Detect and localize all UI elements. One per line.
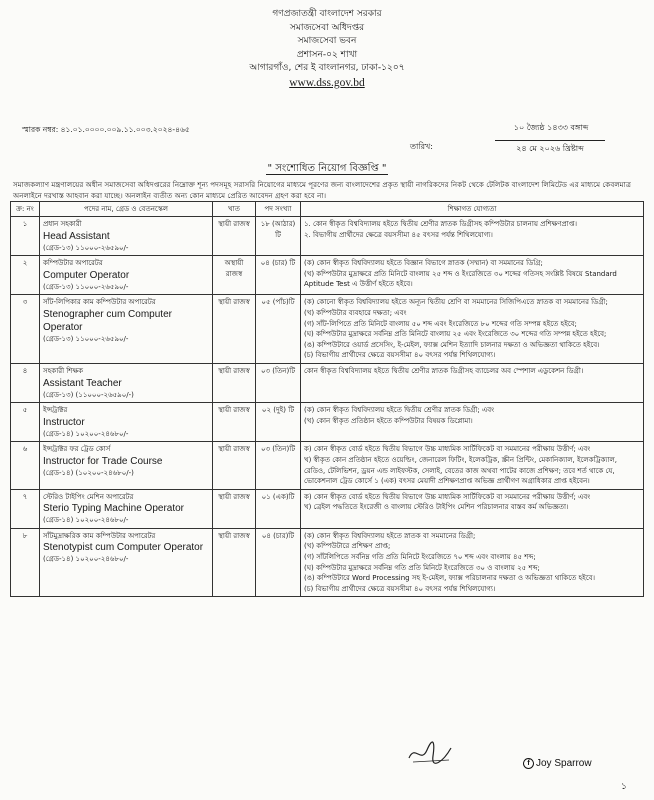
qualification-item: (ঙ) কম্পিউটারে ওয়ার্ড প্রসেসিং, ই-মেইল, ফ্যাক্স মেশিন ইত্যাদি চালনার দক্ষতা ও অভিজ্ঞতা থাকিতে হইবে।: [304, 340, 600, 349]
qualification-item: (খ) কম্পিউটার মুদ্রাক্ষরে প্রতি মিনিটে বাংলায় ২৫ শব্দ ও ইংরেজিতে ৩০ শব্দের গতিসহ সংশ্লিষ্ট বিষয়ে Standard Aptitude Test এ উত্তীর্ণ হইতে হইবে।: [304, 269, 617, 289]
row-post-name: [40, 403, 213, 442]
table-row: [11, 489, 644, 528]
table-row: [11, 295, 644, 364]
row-post-name: [40, 256, 213, 295]
row-type: স্থায়ী রাজস্ব: [213, 217, 256, 256]
intro-paragraph: সমাজকল্যাণ মন্ত্রণালয়ের অধীন সমাজসেবা অধিদপ্তরের নিম্নোক্ত শূন্য পদসমূহ সরাসরি নিয়োগের মাধ্যমে পূরণের জন্য বাংলাদেশের প্রকৃত স্থায়ী নাগরিকদের নিকট থেকে টেলিটক বাংলাদেশ লিমিটেড এর মাধ্যমে কেবলমাত্র অনলাইনে দরখাস্ত আহবান করা যাচ্ছে। অনলাইন ব্যতীত অন্য কোন মাধ্যমে প্রেরিত আবেদন গ্রহণ করা হবে না।: [13, 180, 632, 200]
post-grade: (গ্রেড-১৩) ১১০০০-২৬৫৯০/-: [43, 282, 129, 291]
row-post-name: [40, 363, 213, 402]
address: আগারগাঁও, শের ই বাংলানগর, ঢাকা-১২০৭: [249, 63, 405, 73]
row-sl: ৫: [11, 403, 40, 442]
row-type: স্থায়ী রাজস্ব: [213, 403, 256, 442]
post-grade: (গ্রেড-১৪) (১০২০০-২৪৬৮০/-): [43, 468, 134, 477]
row-qualification: [301, 217, 644, 256]
qualification-item: (গ) সাঁটলিপিতে সর্বনিম্ন গতি প্রতি মিনিটে ইংরেজিতে ৭০ শব্দ এবং বাংলায় ৪৫ শব্দ;: [304, 553, 536, 562]
qualification-item: (ক) কোনো স্বীকৃত বিশ্ববিদ্যালয় হইতে অন্যূন দ্বিতীয় শ্রেণি বা সমমানের সিজিপিএতে স্নাতক বা সমমানের ডিগ্রী;: [304, 298, 608, 307]
row-post-name: [40, 295, 213, 364]
post-name-english: Stenotypist cum Computer Operator: [43, 542, 204, 554]
credit-text: Joy Sparrow: [536, 758, 592, 770]
post-name-bangla: সহকারী শিক্ষক: [43, 366, 84, 375]
table-row: [11, 256, 644, 295]
header-post-name: পদের নাম, গ্রেড ও বেতনস্কেল: [40, 202, 213, 217]
row-post-count: ০৫ (পাঁচ)টি: [256, 295, 301, 364]
row-type: স্থায়ী রাজস্ব: [213, 489, 256, 528]
post-name-bangla: স্টেরিও টাইপিং মেশিন অপারেটর: [43, 492, 134, 501]
row-sl: ৭: [11, 489, 40, 528]
qualification-item: (চ) বিভাগীয় প্রার্থীদের ক্ষেত্রে বয়সসীমা ৪০ বৎসর পর্যন্ত শিথিলযোগ্য।: [304, 584, 496, 593]
post-name-bangla: ইন্সট্রাক্টর: [43, 406, 68, 415]
row-post-count: ১৮ (আঠার) টি: [256, 217, 301, 256]
row-qualification: [301, 403, 644, 442]
qualification-item: (ক) কোন স্বীকৃত বিশ্ববিদ্যালয় হইতে দ্বিতীয় শ্রেণীর স্নাতক ডিগ্রী; এবং: [304, 406, 495, 415]
row-post-count: ০৪ (চার) টি: [256, 256, 301, 295]
qualification-item: খ) ব্রেইল পদ্ধতিতে ইংরেজী ও বাংলায় স্টেরিও টাইপিং মেশিন পরিচালনার বাস্তব কর্ম অভিজ্ঞতা।: [304, 503, 569, 512]
section-name: প্রশাসন-০২ শাখা: [296, 49, 358, 60]
post-name-english: Stenographer cum Computer Operator: [43, 308, 172, 333]
building-name: সমাজসেবা ভবন: [297, 36, 357, 46]
row-post-count: ০৪ (চার)টি: [256, 528, 301, 597]
notice-title-text: " সংশোধিত নিয়োগ বিজ্ঞপ্তি ": [267, 163, 387, 174]
post-grade: (গ্রেড-১৩) ১১০০০-২৬৫৯০/-: [43, 334, 129, 343]
notice-title: [0, 161, 654, 178]
post-name-english: Computer Operator: [43, 269, 130, 281]
row-sl: ৪: [11, 363, 40, 402]
post-grade: (গ্রেড-১৩) ১১০০০-২৬৫৯০/-: [43, 243, 129, 252]
post-name-bangla: কম্পিউটার অপারেটর: [43, 259, 103, 268]
row-sl: ৬: [11, 442, 40, 489]
row-post-count: ০১ (এক)টি: [256, 489, 301, 528]
table-row: [11, 403, 644, 442]
post-grade: (গ্রেড-১৪) ১০২০০-২৪৬৮০/-: [43, 429, 129, 438]
qualification-item: (চ) বিভাগীয় প্রার্থীদের ক্ষেত্রে বয়সসীমা ৪০ বৎসর পর্যন্ত শিথিলযোগ্য।: [304, 351, 496, 360]
qualification-item: ২. বিভাগীয় প্রার্থীদের ক্ষেত্রে বয়সসীমা ৪৫ বৎসর পর্যন্ত শিথিলযোগ্য।: [304, 230, 493, 239]
signature: [405, 738, 455, 768]
post-name-english: Sterio Typing Machine Operator: [43, 503, 185, 515]
posts-table: [10, 201, 644, 597]
website-link[interactable]: www.dss.gov.bd: [289, 76, 365, 89]
post-name-bangla: সাঁটমুদ্রাক্ষরিক কাম কম্পিউটার অপারেটর: [43, 531, 156, 540]
post-name-bangla: ইন্সট্রাক্টর ফর ট্রেড কোর্স: [43, 445, 111, 454]
qualification-item: (খ) কোন স্বীকৃত প্রতিষ্ঠান হইতে কম্পিউটার বিষয়ক ডিপ্লোমা।: [304, 416, 473, 425]
qualification-item: ক) কোন স্বীকৃত বোর্ড হইতে দ্বিতীয় বিভাগে উচ্চ মাধ্যমিক সার্টিফিকেট বা সমমানের পরীক্ষায় উত্তীর্ণ; এবং: [304, 492, 591, 501]
qualification-item: (ঙ) কম্পিউটারে Word Processing সহ ই-মেইল, ফ্যাক্স পরিচালনার দক্ষতা ও অভিজ্ঞতা থাকিতে হইবে।: [304, 574, 596, 583]
qualification-item: খ) স্বীকৃত কোন প্রতিষ্ঠান হইতে ওয়েল্ডিং, জেনারেল ফিটিং, ইলেকট্রিক, স্ক্রীন প্রিন্টিং, মেকানিক্যাল, ইলেকট্রিক্যাল, রেডিও, টেলিভিশন, ড্রয়ন এন্ড লাইফস্টক, সেলাই, বেতের কাজ অথবা পাটের কাজে প্রশিক্ষণ; তবে শর্ত থাকে যে, ভোকেশনাল ট্রেড কোর্সে ১ (এক) বৎসর মেয়াদী প্রশিক্ষণপ্রাপ্ত অভিজ্ঞ প্রার্থীগণ অগ্রাধিকার প্রাপ্ত হইবেন।: [304, 455, 617, 486]
row-post-name: [40, 528, 213, 597]
qualification-item: (ঘ) কম্পিউটার মুদ্রাক্ষরে সর্বনিম্ন প্রতি মিনিটে বাংলায় ২৫ এবং ইংরেজিতে ৩০ শব্দের গতি সম্পন্ন হইতে হইবে;: [304, 330, 607, 339]
table-row: [11, 442, 644, 489]
department-name: সমাজসেবা অধিদপ্তর: [289, 22, 365, 33]
table-header-row: [11, 202, 644, 217]
row-type: অস্থায়ী রাজস্ব: [213, 256, 256, 295]
qualification-item: ১. কোন স্বীকৃত বিশ্ববিদ্যালয় হইতে দ্বিতীয় শ্রেণীর স্নাতক ডিগ্রীসহ কম্পিউটার চালনায় প্রশিক্ষণপ্রাপ্ত।: [304, 220, 578, 228]
date-bangla: ১০ জ্যৈষ্ঠ ১৪৩৩ বঙ্গাব্দ: [513, 123, 589, 132]
table-row: [11, 217, 644, 256]
qualification-item: (ক) কোন স্বীকৃত বিশ্ববিদ্যালয় হইতে স্নাতক বা সমমানের ডিগ্রী;: [304, 531, 476, 540]
table-row: [11, 528, 644, 597]
table-row: [11, 363, 644, 402]
govt-name: গণপ্রজাতন্ত্রী বাংলাদেশ সরকার: [272, 9, 382, 19]
post-name-english: Instructor for Trade Course: [43, 455, 163, 467]
letterhead: [0, 0, 654, 90]
row-sl: ৮: [11, 528, 40, 597]
row-qualification: [301, 489, 644, 528]
date-english: ২৪ মে ২০২৬ খ্রিষ্টাব্দ: [495, 140, 605, 156]
date-label: তারিখ:: [410, 142, 433, 151]
header-qualification: শিক্ষাগত যোগ্যতা: [301, 202, 644, 217]
post-name-english: Assistant Teacher: [43, 377, 122, 389]
qualification-item: (খ) কম্পিউটারে প্রশিক্ষণ প্রাপ্ত;: [304, 542, 391, 551]
qualification-item: (ঘ) কম্পিউটার মুদ্রাক্ষরে সর্বনিম্ন গতি প্রতি মিনিটে ইংরেজিতে ৩০ ও বাংলায় ২৫ শব্দ;: [304, 563, 540, 572]
row-sl: ৩: [11, 295, 40, 364]
post-grade: (গ্রেড-১৪) ১০২০০-২৪৬৮০/-: [43, 516, 129, 525]
row-post-name: [40, 442, 213, 489]
row-post-name: [40, 489, 213, 528]
row-post-count: ০৩ (তিন)টি: [256, 442, 301, 489]
post-name-english: Head Assistant: [43, 230, 110, 242]
table-body: [11, 217, 644, 597]
page-number: ১: [621, 782, 627, 792]
header-sl: ক্র: নং: [11, 202, 40, 217]
memo-number: স্মারক নম্বর: ৪১.০১.০০০০.০০৯.১১.০০৩.২০২৪-৪৬৫: [22, 125, 190, 134]
credit-label: [523, 758, 592, 769]
row-type: স্থায়ী রাজস্ব: [213, 363, 256, 402]
row-type: স্থায়ী রাজস্ব: [213, 442, 256, 489]
qualification-item: (গ) সাঁট-লিপিতে প্রতি মিনিটে বাংলায় ৫০ শব্দ এবং ইংরেজিতে ৮০ শব্দের গতি সম্পন্ন হইতে হইবে;: [304, 319, 577, 328]
facebook-icon: f: [523, 758, 534, 769]
row-post-count: ০২ (দুই) টি: [256, 403, 301, 442]
header-count: পদ সংখ্যা: [256, 202, 301, 217]
qualification-item: (খ) কম্পিউটার ব্যবহারে দক্ষতা; এবং: [304, 308, 407, 317]
header-type: খাত: [213, 202, 256, 217]
qualification-item: (ক) কোন স্বীকৃত বিশ্ববিদ্যালয় হইতে বিজ্ঞান বিভাগে স্নাতক (সম্মান) বা সমমানের ডিগ্রি;: [304, 259, 543, 268]
qualification-item: ক) কোন স্বীকৃত বোর্ড হইতে দ্বিতীয় বিভাগে উচ্চ মাধ্যমিক সার্টিফিকেট বা সমমানের পরীক্ষায় উত্তীর্ণ; এবং: [304, 445, 591, 454]
post-name-bangla: প্রধান সহকারী: [43, 220, 82, 228]
row-qualification: [301, 295, 644, 364]
row-sl: ১: [11, 217, 40, 256]
row-post-name: [40, 217, 213, 256]
row-type: স্থায়ী রাজস্ব: [213, 295, 256, 364]
qualification-item: কোন স্বীকৃত বিশ্ববিদ্যালয় হইতে দ্বিতীয় শ্রেণীর স্নাতক ডিগ্রীসহ ব্যাচেলর অব স্পেশাল এডুকেশন ডিগ্রী।: [304, 366, 584, 375]
post-grade: (গ্রেড-১৩) (১১০০০-২৬৫৯০/-): [43, 390, 134, 399]
row-sl: ২: [11, 256, 40, 295]
post-grade: (গ্রেড-১৪) ১০২০০-২৪৬৮০/-: [43, 555, 129, 564]
post-name-bangla: সাঁট-লিপিকার কাম কম্পিউটার অপারেটর: [43, 298, 156, 307]
row-qualification: [301, 256, 644, 295]
row-post-count: ০৩ (তিন)টি: [256, 363, 301, 402]
row-type: স্থায়ী রাজস্ব: [213, 528, 256, 597]
row-qualification: [301, 363, 644, 402]
post-name-english: Instructor: [43, 416, 85, 428]
row-qualification: [301, 442, 644, 489]
row-qualification: [301, 528, 644, 597]
